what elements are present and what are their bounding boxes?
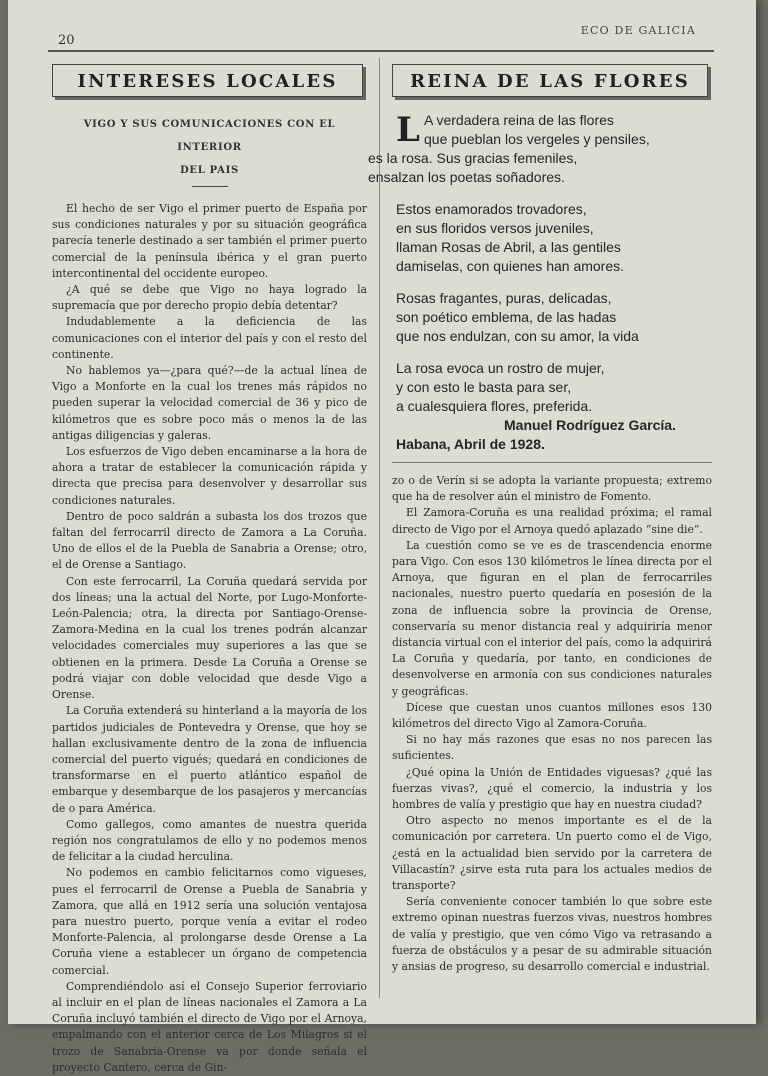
paragraph: Indudablemente a la deficiencia de las comunicaciones con el interior del país y con el resto del continente.: [52, 315, 367, 361]
column-divider: [379, 58, 380, 998]
poem-line: son poético emblema, de las hadas: [396, 309, 617, 325]
poem-line: que pueblan los vergeles y pensiles,: [424, 131, 650, 147]
poem-line: A verdadera reina de las flores: [424, 112, 614, 128]
paragraph: Si no hay más razones que esas no nos parecen las suficientes.: [392, 733, 712, 763]
poem-stanza: [396, 200, 712, 276]
poem-line: a cualesquiera flores, preferida.: [396, 398, 593, 414]
paragraph: No hablemos ya—¿para qué?—de la actual línea de Vigo a Monforte en la cual los trenes más rápidos no pueden superar la velocidad comercial de 36 y pico de kilómetros que es sobre poco más o menos la de las antigas diligencias y galeras.: [52, 364, 367, 442]
paragraph: Sería conveniente conocer también lo que sobre este extremo opinan nuestras fuerzos vivas, nuestros hombres de valía y prestigio, que ven cómo Vigo va retrasando a fuerza de obstáculos y a pesar de su admirable situación y ansias de progreso, su desarrollo comercial e industrial.: [392, 895, 712, 974]
paragraph: La cuestión como se ve es de trascendencia enorme para Vigo. Con esos 130 kilómetros le línea directa por el Arnoya, que figuran en el plan de ferrocarriles nacionales, nuestro puerto quedaría en posesión de la zona de influencia sobre la provincia de Orense, conservaría su menor distancia real y adquiriría menor distancia virtual con el interior del país, como la adquirirá La Coruña y quedaría, por tanto, en condiciones de desenvolverse en armonía con sus condiciones naturales y geográficas.: [392, 538, 712, 698]
paragraph: El Zamora-Coruña es una realidad próxima; el ramal directo de Vigo por el Arnoya quedó aplazado “sine die”.: [392, 506, 712, 536]
poem-line: llaman Rosas de Abril, a las gentiles: [396, 239, 621, 255]
poem: [368, 110, 712, 454]
paragraph: La Coruña extenderá su hinterland a la mayoría de los partidos judiciales de Pontevedra y Orense, que hoy se hallan exclusivamente dentro de la zona de influencia comercial del puerto vigués; quedará en condiciones de transformarse en el puerto atlántico español de embarque y desembarque de los pasajeros y mercancías de o para América.: [52, 704, 367, 815]
running-title: ECO DE GALICIA: [580, 24, 696, 37]
paragraph: Los esfuerzos de Vigo deben encaminarse a la hora de ahora a tratar de establecer la comunicación rápida y directa que precisa para desenvolver y desarrollar sus condiciones naturales.: [52, 445, 367, 507]
poem-line: Rosas fragantes, puras, delicadas,: [396, 290, 612, 306]
poem-author: Manuel Rodríguez García.: [504, 417, 676, 433]
poem-line: y con esto le basta para ser,: [396, 379, 572, 395]
paragraph: zo o de Verín si se adopta la variante propuesta; extremo que ha de resolver aún el ministro de Fomento.: [392, 474, 712, 504]
subtitle-line: VIGO Y SUS COMUNICACIONES CON EL INTERIOR: [83, 119, 336, 153]
poem-line: es la rosa. Sus gracias femeniles,: [368, 150, 578, 166]
paragraph: El hecho de ser Vigo el primer puerto de España por sus condiciones naturales y por su situación geográfica parecía tenerle destinado a ser también el primer puerto comercial de la península ibérica y el gran puerto intercontinental del occidente europeo.: [52, 202, 367, 280]
header-rule: [48, 50, 714, 52]
poem-stanza: [396, 289, 712, 346]
left-column: [52, 64, 367, 1076]
poem-line: damiselas, con quienes han amores.: [396, 258, 625, 274]
section-title-reina: REINA DE LAS FLORES: [392, 64, 708, 97]
poem-line: Estos enamorados trovadores,: [396, 201, 587, 217]
magazine-page: [8, 0, 756, 1074]
paragraph: Como gallegos, como amantes de nuestra querida región nos congratulamos de ello y no podemos menos de felicitar a la ciudad herculina.: [52, 817, 367, 864]
poem-stanza: [396, 359, 712, 416]
section-rule: [392, 462, 712, 463]
poem-line: que nos endulzan, con su amor, la vida: [396, 328, 639, 344]
paragraph: Con este ferrocarril, La Coruña quedará servida por dos líneas; una la actual del Norte, por Lugo-Monforte-León-Palencia; otra, la directa por Santiago-Orense-Zamora-Medina en la cual los trenes podrán alcanzar velocidades comerciales muy superiores a las que se obtienen en la primera. Desde La Coruña a Orense se podrá viajar con doble velocidad que desde Vigo a Orense.: [52, 574, 367, 702]
paragraph: Otro aspecto no menos importante es el de la comunicación por carretera. Un puerto como el de Vigo, ¿está en la actualidad bien servido por la carretera de Villacastín? ¿sirve esta ruta para los actuales medios de transporte?: [392, 814, 712, 893]
poem-place-date: Habana, Abril de 1928.: [396, 436, 545, 452]
paragraph: Comprendiéndolo así el Consejo Superior ferroviario al incluir en el plan de líneas nacionales el Zamora a La Coruña incluyó también el directo de Vigo por el Arnoya, empalmando con el anterior cerca de Los Milagros si el trozo de Sanabria-Orense va por donde señala el proyecto Cantero, cerca de Gin-: [52, 979, 367, 1074]
paragraph: Dícese que cuestan unos cuantos millones esos 130 kilómetros del directo Vigo al Zamora-Coruña.: [392, 700, 712, 731]
article-subtitle: [52, 113, 367, 182]
right-column: [368, 64, 712, 975]
subtitle-line: DEL PAIS: [180, 165, 239, 176]
poem-line: en sus floridos versos juveniles,: [396, 220, 594, 236]
subtitle-rule: [192, 186, 228, 187]
paragraph: Dentro de poco saldrán a subasta los dos trozos que faltan del ferrocarril directo de Zamora a La Coruña. Uno de ellos el de la Puebla de Sanabria a Orense; otro, el de Orense a Santiago.: [52, 509, 367, 572]
section-title-intereses: INTERESES LOCALES: [52, 64, 363, 97]
paragraph: ¿A qué se debe que Vigo no haya logrado la supremacía que por derecho propio debía detentar?: [52, 283, 367, 313]
paragraph: ¿Qué opina la Unión de Entidades viguesas? ¿qué las fuerzas vivas?, ¿qué el comercio, la industria y los hombres de valía y prestigio que hay en nuestra ciudad?: [392, 765, 712, 812]
poem-stanza: [368, 110, 712, 187]
paragraph: No podemos en cambio felicitarnos como vigueses, pues el ferrocarril de Orense a Puebla de Sanabria y Zamora, que allá en 1912 sería una solución ventajosa para nuestro puerto, porque venía a evitar el rodeo Monforte-Palencia, al prolongarse desde Orense a La Coruña viene a establecer un órgano de competencia comercial.: [52, 866, 367, 977]
poem-line: ensalzan los poetas soñadores.: [368, 169, 565, 185]
poem-line: La rosa evoca un rostro de mujer,: [396, 360, 605, 376]
dropcap-letter: L: [396, 110, 420, 150]
page-number: 20: [58, 33, 75, 48]
